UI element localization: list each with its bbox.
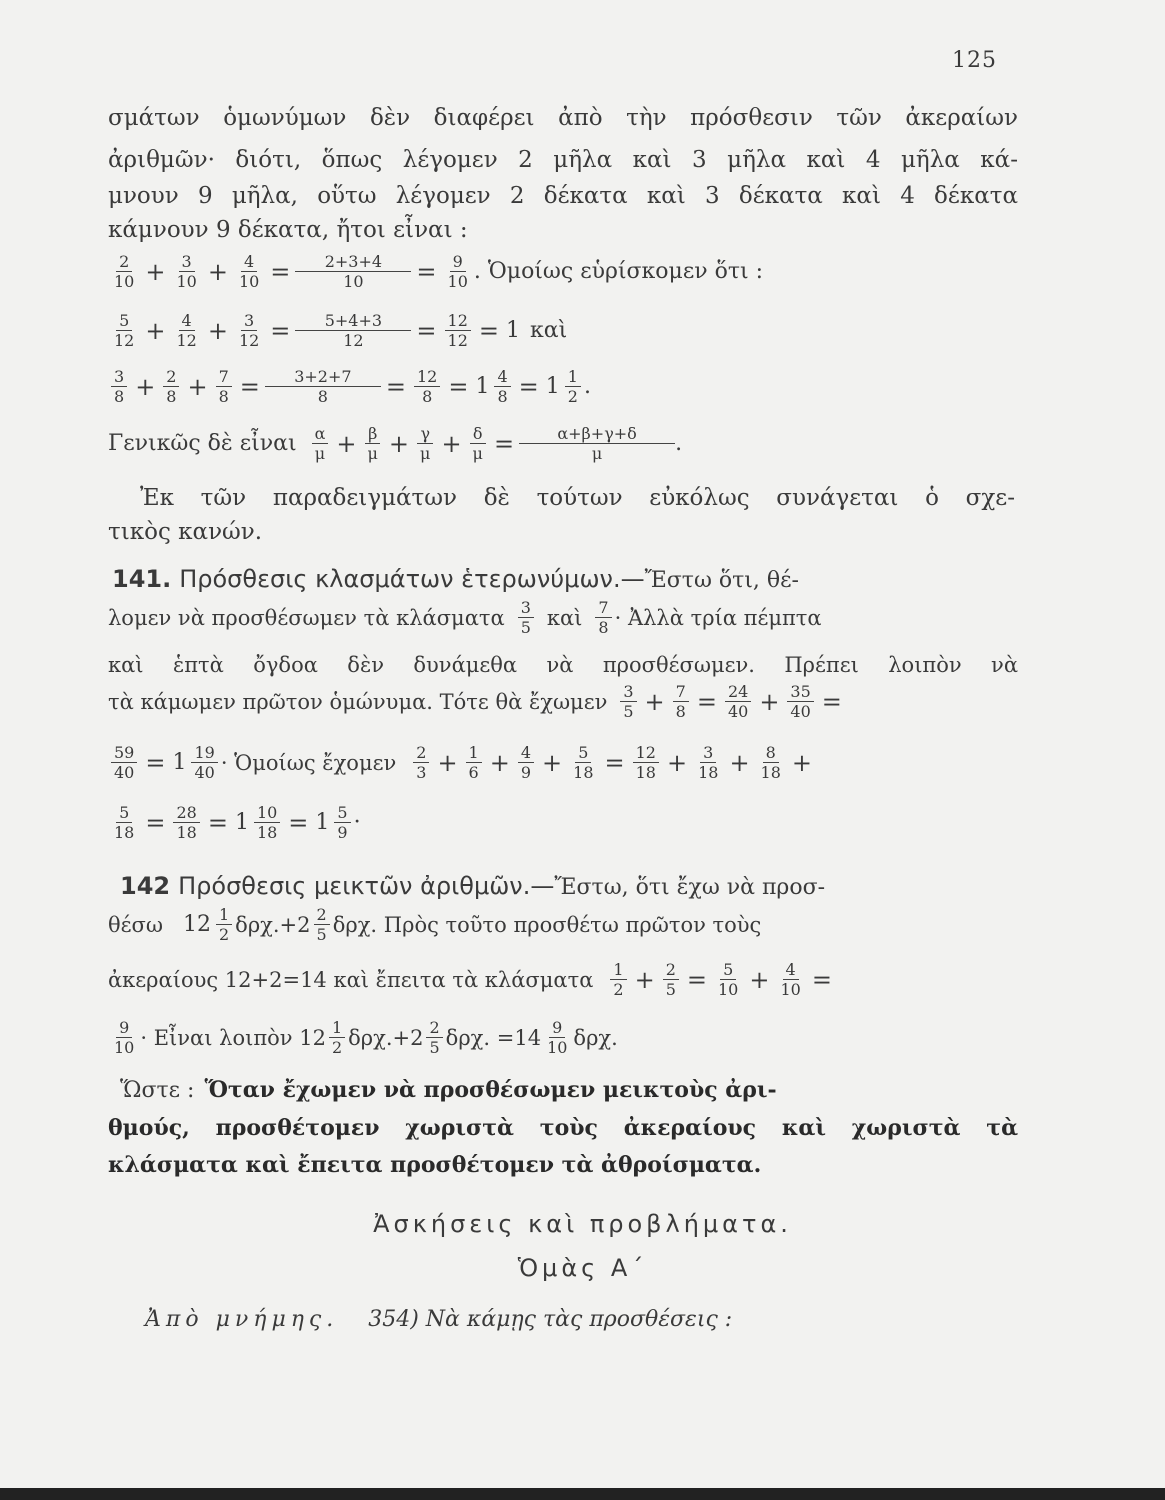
intro-line-3: μνουν 9 μῆλα, οὕτω λέγομεν 2 δέκατα καὶ 3 δέκατα καὶ 4 δέκατα — [108, 183, 1018, 209]
fraction: $\frac{5}{12}$ — [114, 311, 135, 350]
fraction: $\frac{10}{18}$ — [254, 803, 280, 842]
intro-line-1: σμάτων ὁμωνύμων δὲν διαφέρει ἀπὸ τὴν πρόσθεσιν τῶν ἀκεραίων — [108, 105, 1018, 131]
rule-paragraph-line-3: κλάσματα καὶ ἔπειτα προσθέτομεν τὰ ἀθροίσματα. — [108, 1152, 762, 1178]
fraction: $\frac{3}{10}$ — [176, 252, 197, 291]
general-formula: Γενικῶς δὲ εἶναι $\frac{\alpha}{\mu}$ + $\frac{\beta}{\mu}$ + $\frac{\gamma}{\mu}$ + $\frac{\delta}{\mu}$ = $\frac{\alpha+\beta+\gamma+\delta}{\mu}$ . — [108, 424, 683, 463]
fraction: $\frac{\alpha}{\mu}$ — [312, 424, 329, 463]
exercises-group: Ὁμὰς Α΄ — [517, 1254, 648, 1282]
fraction: $\frac{3}{12}$ — [238, 311, 260, 350]
fraction: $\frac{3}{8}$ — [111, 367, 127, 406]
s141-line-6: $\frac{5}{18}$ = $\frac{28}{18}$ = 1 $\frac{10}{18}$ = 1 $\frac{5}{9}$ · — [108, 803, 361, 842]
fraction: $\frac{4}{10}$ — [780, 960, 801, 999]
fraction: $\frac{5}{18}$ — [114, 803, 135, 842]
equation-2: $\frac{5}{12}$ + $\frac{4}{12}$ + $\frac{3}{12}$ = $\frac{5+4+3}{12}$ = $\frac{12}{12}$ = 1 καὶ — [108, 311, 567, 350]
fraction: $\frac{12}{18}$ — [633, 743, 659, 782]
rule-paragraph-line-2: θμούς, προσθέτομεν χωριστὰ τοὺς ἀκεραίους καὶ χωριστὰ τὰ — [108, 1115, 1018, 1141]
fraction: $\frac{\alpha+\beta+\gamma+\delta}{\mu}$ — [522, 424, 672, 463]
fraction: $\frac{2}{5}$ — [314, 905, 330, 944]
fraction: $\frac{5}{10}$ — [717, 960, 739, 999]
intro-line-4: κάμνουν 9 δέκατα, ἤτοι εἶναι : — [108, 217, 468, 243]
fraction: $\frac{2}{5}$ — [663, 960, 679, 999]
fraction: $\frac{4}{10}$ — [238, 252, 260, 291]
fraction: $\frac{8}{18}$ — [760, 743, 781, 782]
s142-line-2: θέσω 12 $\frac{1}{2}$ δρχ.+2 $\frac{2}{5}$ δρχ. Πρὸς τοῦτο προσθέτω πρῶτον τοὺς — [108, 905, 762, 944]
exercises-title: Ἀσκήσεις καὶ προβλήματα. — [373, 1210, 792, 1238]
fraction: $\frac{7}{8}$ — [673, 682, 689, 721]
fraction: $\frac{2}{5}$ — [426, 1018, 442, 1057]
fraction: $\frac{59}{40}$ — [111, 743, 137, 782]
rule-line-2: τικὸς κανών. — [108, 519, 263, 545]
fraction: $\frac{2}{8}$ — [163, 367, 179, 406]
fraction: $\frac{28}{18}$ — [173, 803, 199, 842]
fraction: $\frac{1}{2}$ — [565, 367, 581, 406]
section-141-heading: 141. Πρόσθεσις κλασμάτων ἑτερωνύμων.—Ἔστω ὅτι, θέ- — [112, 565, 799, 593]
s141-line-3: καὶ ἑπτὰ ὄγδοα δὲν δυνάμεθα νὰ προσθέσωμεν. Πρέπει λοιπὸν νὰ — [108, 653, 1018, 677]
fraction: $\frac{4}{12}$ — [176, 311, 197, 350]
exercise-354: Ἀπὸ μνήμης. 354) Νὰ κάμῃς τὰς προσθέσεις : — [145, 1307, 733, 1332]
scan-edge — [0, 1488, 1165, 1500]
fraction: $\frac{5}{9}$ — [334, 803, 350, 842]
fraction: $\frac{4}{8}$ — [494, 367, 510, 406]
s142-line-4: $\frac{9}{10}$ · Εἶναι λοιπὸν 12 $\frac{1}{2}$ δρχ.+2 $\frac{2}{5}$ δρχ. =14 $\frac{9}{10}$ δρχ. — [108, 1018, 618, 1057]
fraction: $\frac{12}{12}$ — [445, 311, 471, 350]
fraction: $\frac{1}{2}$ — [329, 1018, 345, 1057]
fraction: $\frac{7}{8}$ — [595, 598, 611, 637]
s141-line-2: λομεν νὰ προσθέσωμεν τὰ κλάσματα $\frac{3}{5}$ καὶ $\frac{7}{8}$ · Ἀλλὰ τρία πέμπτα — [108, 598, 822, 637]
rule-line-1: Ἐκ τῶν παραδειγμάτων δὲ τούτων εὐκόλως συνάγεται ὁ σχε- — [140, 485, 1015, 511]
fraction: $\frac{\beta}{\mu}$ — [365, 424, 381, 463]
fraction: $\frac{1}{2}$ — [216, 905, 232, 944]
rule-paragraph-line-1: Ὥστε : Ὅταν ἔχωμεν νὰ προσθέσωμεν μεικτοὺς ἀρι- — [120, 1077, 777, 1103]
page-number: 125 — [952, 48, 997, 73]
equation-3: $\frac{3}{8}$ + $\frac{2}{8}$ + $\frac{7}{8}$ = $\frac{3+2+7}{8}$ = $\frac{12}{8}$ = 1 $\frac{4}{8}$ = 1 $\frac{1}{2}$ . — [108, 367, 591, 406]
intro-line-2: ἀριθμῶν· διότι, ὅπως λέγομεν 2 μῆλα καὶ 3 μῆλα καὶ 4 μῆλα κά- — [108, 147, 1018, 173]
fraction: $\frac{19}{40}$ — [191, 743, 217, 782]
fraction: $\frac{12}{8}$ — [414, 367, 440, 406]
equation-1: $\frac{2}{10}$ + $\frac{3}{10}$ + $\frac{4}{10}$ = $\frac{2+3+4}{10}$ = $\frac{9}{10}$ . Ὁμοίως εὑρίσκομεν ὅτι : — [108, 252, 763, 291]
fraction: $\frac{2}{10}$ — [114, 252, 135, 291]
fraction: $\frac{3}{5}$ — [518, 598, 534, 637]
fraction: $\frac{\delta}{\mu}$ — [470, 424, 486, 463]
fraction: $\frac{5}{18}$ — [573, 743, 594, 782]
fraction: $\frac{9}{10}$ — [447, 252, 468, 291]
s141-line-5: $\frac{59}{40}$ = 1 $\frac{19}{40}$ · Ὁμοίως ἔχομεν $\frac{2}{3}$ + $\frac{1}{6}$ + $\frac{4}{9}$ + $\frac{5}{18}$ = $\frac{12}{18}$ + $\frac{3}{18}$ + $\frac{8}{18}$ + — [108, 743, 817, 782]
s141-line-4: τὰ κάμωμεν πρῶτον ὁμώνυμα. Τότε θὰ ἔχωμεν $\frac{3}{5}$ + $\frac{7}{8}$ = $\frac{24}{40}$ + $\frac{35}{40}$ = — [108, 682, 842, 721]
fraction: $\frac{35}{40}$ — [787, 682, 813, 721]
fraction: $\frac{2}{3}$ — [413, 743, 429, 782]
fraction: $\frac{4}{9}$ — [518, 743, 534, 782]
fraction: $\frac{1}{6}$ — [466, 743, 482, 782]
s142-line-3: ἀκεραίους 12+2=14 καὶ ἔπειτα τὰ κλάσματα $\frac{1}{2}$ + $\frac{2}{5}$ = $\frac{5}{10}$ + $\frac{4}{10}$ = — [108, 960, 832, 999]
fraction: $\frac{9}{10}$ — [547, 1018, 568, 1057]
fraction: $\frac{7}{8}$ — [216, 367, 232, 406]
fraction: $\frac{3}{5}$ — [620, 682, 636, 721]
section-142-heading: 142 Πρόσθεσις μεικτῶν ἀριθμῶν.—Ἔστω, ὅτι ἔχω νὰ προσ- — [120, 872, 826, 900]
fraction: $\frac{24}{40}$ — [725, 682, 751, 721]
fraction: $\frac{3+2+7}{8}$ — [268, 367, 378, 406]
fraction: $\frac{1}{2}$ — [610, 960, 626, 999]
fraction: $\frac{5+4+3}{12}$ — [298, 311, 408, 350]
fraction: $\frac{3}{18}$ — [698, 743, 719, 782]
fraction: $\frac{9}{10}$ — [114, 1018, 135, 1057]
fraction: $\frac{\gamma}{\mu}$ — [417, 424, 433, 463]
fraction: $\frac{2+3+4}{10}$ — [298, 252, 408, 291]
eq1-after-text: . Ὁμοίως εὑρίσκομεν ὅτι : — [473, 259, 764, 284]
